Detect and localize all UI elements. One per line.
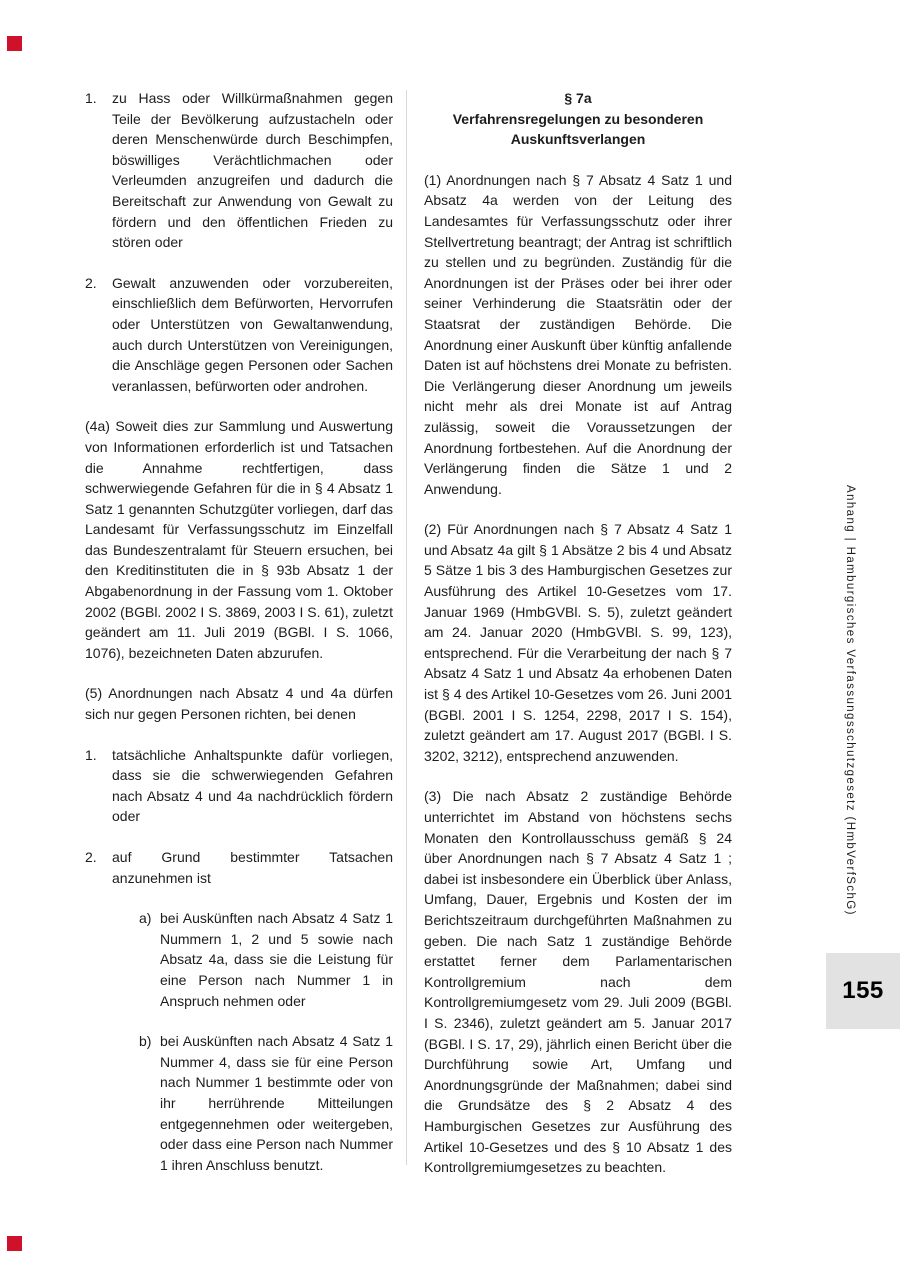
list-marker: b) [139,1033,152,1050]
paragraph-4a: (4a) Soweit dies zur Sammlung und Auswertung von Informationen erforderlich ist und Tatsachen die Annahme rechtfertigen, dass schwerwiegende Gefahren für die in § 4 Absatz 1 Satz 1 genannten Schutzgüter vorliegen, darf das Landesamt für Verfassungsschutz im Einzelfall das Bundeszentralamt für Steuern ersuchen, bei den Kreditinstituten die in § 93b Absatz 1 der Abgabenordnung in der Fassung vom 1. Oktober 2002 (BGBl. 2002 I S. 3869, 2003 I S. 61), zuletzt geändert am 11. Juli 2019 (BGBl. I S. 1066, 1076), bezeichneten Daten abzurufen. [85,418,393,661]
left-column [85,88,393,1195]
list-item-2 [85,273,393,397]
list-marker: 2. [85,274,97,291]
column-divider [406,90,407,1165]
list-item-text: tatsächliche Anhaltspunkte dafür vorliegen, dass sie die schwerwiegenden Gefahren nach Absatz 4 und 4a nachdrücklich fördern oder [112,746,393,825]
paragraph-5: (5) Anordnungen nach Absatz 4 und 4a dürfen sich nur gegen Personen richten, bei denen [85,685,393,723]
section-number: § 7a [564,90,592,106]
section-title: Verfahrensregelungen zu besonderen Auskunftsverlangen [452,110,704,148]
list-marker: 1. [85,746,97,763]
page-number: 155 [842,977,884,1004]
paragraph-3: (3) Die nach Absatz 2 zuständige Behörde unterrichtet im Abstand von höchstens sechs Monaten den Kontrollausschuss gemäß § 24 über Anordnungen nach § 7 Absatz 4 Satz 1 ; dabei ist insbesondere ein Überblick über Anlass, Umfang, Dauer, Ergebnis und Kosten der im Berichtszeitraum durchgeführten Maßnahmen zu geben. Die nach Satz 1 zuständige Behörde erstattet ferner dem Parlamentarischen Kontrollgremium nach dem Kontrollgremiumgesetz vom 29. Juli 2009 (BGBl. I S. 2346), zuletzt geändert am 5. Januar 2017 (BGBl. I S. 17, 29), jährlich einen Bericht über die Durchführung sowie Art, Umfang und Anordnungsgründe der Maßnahmen; dabei sind die Grundsätze des § 2 Absatz 4 des Hamburgischen Gesetzes zur Ausführung des Artikel 10-Gesetzes und des § 10 Absatz 1 des Kontrollgremiumgesetzes zu beachten. [424,788,732,1176]
list-item-text: zu Hass oder Willkürmaßnahmen gegen Teile der Bevölkerung aufzustacheln oder deren Menschenwürde durch Beschimpfen, böswilliges Verächtlichmachen oder Verleumden anzugreifen und dadurch die Bereitschaft zur Anwendung von Gewalt zu fördern und den öffentlichen Frieden zu stören oder [112,90,393,251]
list-item-5-1 [85,745,393,827]
list-item-text: bei Auskünften nach Absatz 4 Satz 1 Nummer 4, dass sie für eine Person nach Nummer 1 bestimmte oder von ihr herrührende Mitteilungen entgegennehmen oder weitergeben, oder dass eine Person nach Nummer 1 ihren Anschluss benutzt. [160,1033,393,1173]
sub-list-item-a [139,908,393,1011]
list-marker: a) [139,910,152,927]
accent-square-top [7,36,22,51]
sub-list-item-b [139,1031,393,1175]
list-item-text: Gewalt anzuwenden oder vorzubereiten, einschließlich dem Befürworten, Hervorrufen oder Unterstützen von Gewaltanwendung, auch durch Unterstützen von Vereinigungen, die Anschläge gegen Personen oder Sachen veranlassen, befürworten oder androhen. [112,274,393,394]
sidebar-vertical-label: Anhang | Hamburgisches Verfassungsschutzgesetz (HmbVerfSchG) [844,485,856,916]
list-marker: 1. [85,90,97,106]
accent-square-bottom [7,1236,22,1251]
list-item-1 [85,88,393,253]
list-item-5-2 [85,847,393,888]
page-number-box [826,953,900,1029]
section-heading [424,88,732,150]
right-column [424,88,732,1198]
list-marker: 2. [85,849,97,865]
list-item-text: auf Grund bestimmter Tatsachen anzunehmen ist [112,849,393,886]
paragraph-2: (2) Für Anordnungen nach § 7 Absatz 4 Satz 1 und Absatz 4a gilt § 1 Absätze 2 bis 4 und Absatz 5 Sätze 1 bis 3 des Hamburgischen Gesetzes zur Ausführung des Artikel 10-Gesetzes vom 17. Januar 1969 (HmbGVBl. S. 5), zuletzt geändert am 24. Januar 2020 (HmbGVBl. S. 99, 123), entsprechend. Für die Verarbeitung der nach § 7 Absatz 4 Satz 1 und Absatz 4a erhobenen Daten ist § 4 des Artikel 10-Gesetzes vom 26. Juni 2001 (BGBl. 2001 I S. 1254, 2298, 2017 I S. 154), zuletzt geändert am 17. August 2017 (BGBl. I S. 3202, 3212), entsprechend anzuwenden. [424,521,732,764]
paragraph-1: (1) Anordnungen nach § 7 Absatz 4 Satz 1 und Absatz 4a werden von der Leitung des Landesamtes für Verfassungsschutz oder ihrer Stellvertretung beantragt; der Antrag ist schriftlich zu stellen und zu begründen. Zuständig für die Anordnungen ist der Präses oder bei ihrer oder seiner Verhinderung die Staatsrätin oder der Staatsrat der zuständigen Behörde. Die Anordnung einer Auskunft über künftig anfallende Daten ist auf höchstens drei Monate zu befristen. Die Verlängerung dieser Anordnung um jeweils nicht mehr als drei Monate ist auf Antrag zulässig, soweit die Voraussetzungen der Anordnung fortbestehen. Auf die Anordnung der Verlängerung finden die Sätze 1 und 2 Anwendung. [424,171,732,497]
list-item-text: bei Auskünften nach Absatz 4 Satz 1 Nummern 1, 2 und 5 sowie nach Absatz 4a, dass sie die Leistung für eine Person nach Nummer 1 in Anspruch nehmen oder [160,910,393,1009]
